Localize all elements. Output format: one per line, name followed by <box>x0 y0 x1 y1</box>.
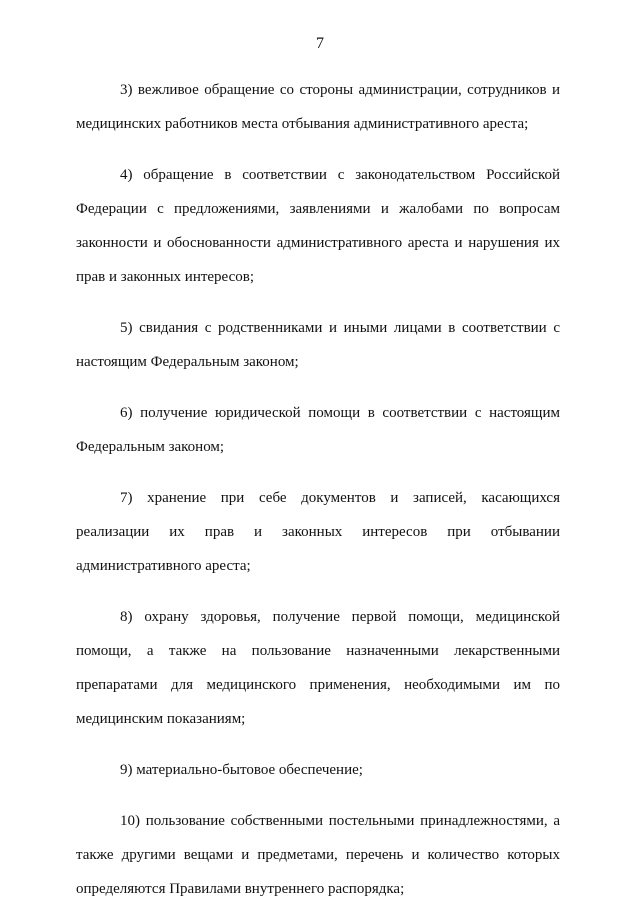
page-number: 7 <box>316 35 324 52</box>
paragraph-item-8: 8) охрану здоровья, получение первой помощи, медицинской помощи, а также на пользование назначенными лекарственными препаратами для медицинского применения, необходимыми им по медицинским показаниям; <box>76 609 560 727</box>
paragraph-item-4: 4) обращение в соответствии с законодательством Российской Федерации с предложениями, заявлениями и жалобами по вопросам законности и обоснованности административного ареста и нарушения их прав и законных интересов; <box>76 167 560 285</box>
paragraph-item-7: 7) хранение при себе документов и записей, касающихся реализации их прав и законных интересов при отбывании административного ареста; <box>76 490 560 574</box>
paragraph-item-9: 9) материально-бытовое обеспечение; <box>120 762 363 778</box>
document-body <box>76 73 560 923</box>
paragraph-item-6: 6) получение юридической помощи в соответствии с настоящим Федеральным законом; <box>76 405 560 455</box>
paragraph-item-3: 3) вежливое обращение со стороны администрации, сотрудников и медицинских работников места отбывания административного ареста; <box>76 82 560 132</box>
paragraph-item-5: 5) свидания с родственниками и иными лицами в соответствии с настоящим Федеральным законом; <box>76 320 560 370</box>
paragraph-item-10: 10) пользование собственными постельными принадлежностями, а также другими вещами и предметами, перечень и количество которых определяются Правилами внутреннего распорядка; <box>76 813 560 897</box>
